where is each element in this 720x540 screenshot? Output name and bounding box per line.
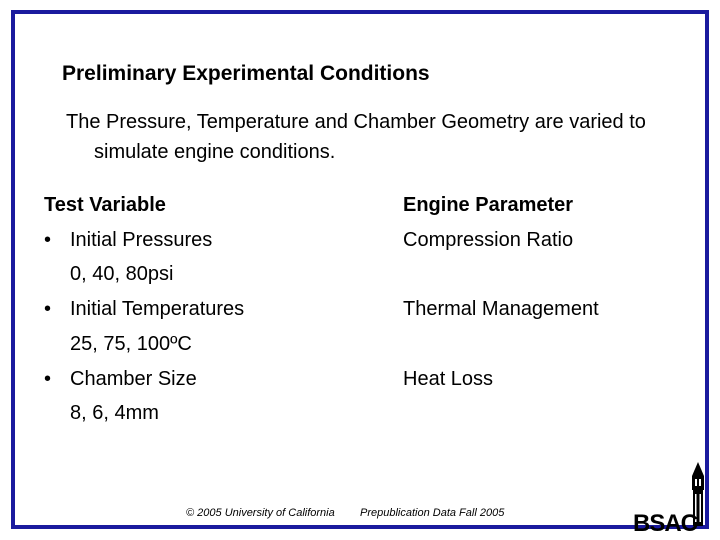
parameter-thermal-management: Thermal Management — [403, 298, 599, 320]
bsac-logo: BSAC — [633, 510, 698, 537]
slide-title: Preliminary Experimental Conditions — [62, 62, 430, 85]
footer-note: Prepublication Data Fall 2005 — [360, 507, 505, 519]
variable-chamber-label: Chamber Size — [70, 368, 197, 390]
variable-pressures-label: Initial Pressures — [70, 229, 213, 251]
bullet-temperatures: • — [44, 298, 52, 320]
bullet-chamber: • — [44, 368, 52, 390]
intro-text: The Pressure, Temperature and Chamber Geometry are varied to simulate engine conditions. — [66, 111, 646, 163]
variable-chamber-values: 8, 6, 4mm — [70, 402, 159, 424]
engine-parameter-heading: Engine Parameter — [403, 194, 574, 216]
test-variable-heading: Test Variable — [44, 194, 166, 216]
footer-copyright: © 2005 University of California — [186, 507, 335, 519]
parameter-compression-ratio: Compression Ratio — [403, 229, 574, 251]
variable-temperatures-label: Initial Temperatures — [70, 298, 245, 320]
variable-temperatures-values: 25, 75, 100ºC — [70, 333, 192, 355]
variable-pressures-values: 0, 40, 80psi — [70, 263, 174, 285]
parameter-heat-loss: Heat Loss — [403, 368, 494, 390]
bullet-pressures: • — [44, 229, 52, 251]
